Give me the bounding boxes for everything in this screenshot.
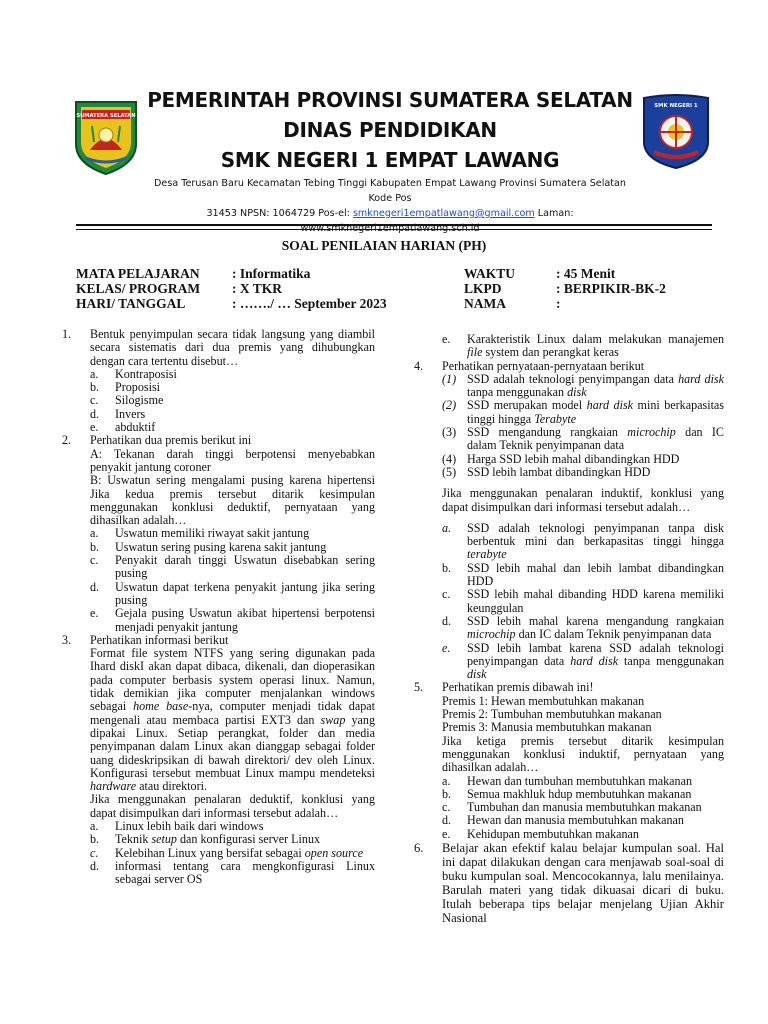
question-prompt: Jika ketiga premis tersebut ditarik kesimpulan menggunakan konklusi induktif, pernyataan yang dihasilkan adalah… xyxy=(442,733,724,775)
logo-right-text: SMK NEGERI 1 xyxy=(654,103,698,109)
statement-text: SSD merupakan model xyxy=(467,398,587,413)
option-italic: open source xyxy=(304,845,364,860)
meta-row xyxy=(76,266,387,281)
meta-value: : xyxy=(556,296,561,311)
option-text: Kehidupan membutuhkan makanan xyxy=(467,826,639,841)
option xyxy=(90,607,375,634)
email-link[interactable]: smknegeri1empatlawang@gmail.com xyxy=(352,208,535,219)
option-text: Linux lebih baik dari windows xyxy=(115,818,264,833)
meta-row xyxy=(464,266,666,281)
option-letter: c. xyxy=(90,845,99,860)
left-column xyxy=(62,328,375,886)
option-text: abduktif xyxy=(115,420,156,435)
website-text: www.smknegeri1empatlawang.sch.id xyxy=(300,223,480,234)
right-column xyxy=(414,328,724,925)
question-text: Perhatikan informasi berikut xyxy=(90,632,229,647)
info-text: yang dipakai Linux. Setiap perangkat, folder dan media penyimpanan dalam Linux akan dianggap sebagai folder uang dideskripsikan di bawah direktori/ dev oleh Linux. Konfigurasi tersebut membuat Linux mampu mendeteksi xyxy=(90,712,375,780)
statement-italic: hard disk xyxy=(586,398,634,413)
option-letter: c. xyxy=(90,553,99,568)
option xyxy=(442,333,724,360)
option-text: Uswatun memiliki riwayat sakit jantung xyxy=(115,526,310,541)
premis-2: Premis 2: Tumbuhan membutuhkan makanan xyxy=(442,707,662,722)
logo-left-text: SUMATERA SELATAN xyxy=(76,113,136,119)
statement-italic: disk xyxy=(567,385,587,400)
option-letter: e. xyxy=(90,420,99,435)
option xyxy=(442,562,724,589)
letterhead xyxy=(0,0,768,234)
option-letter: d. xyxy=(442,613,452,628)
question-number: 4. xyxy=(414,358,424,373)
option-text: Uswatun sering pusing karena sakit jantung xyxy=(115,539,327,554)
statement-text: dan IC dalam Teknik penyimpanan data xyxy=(467,425,725,453)
header-divider-thin xyxy=(76,229,712,230)
statement-text: Harga SSD lebih mahal dibandingkan HDD xyxy=(467,451,680,466)
option-text: informasi tentang cara mengkonfigurasi Linux sebagai server OS xyxy=(115,858,375,887)
meta-value: : BERPIKIR-BK-2 xyxy=(556,281,666,296)
statement-italic: hard disk xyxy=(678,371,724,386)
option-letter: a. xyxy=(442,520,452,535)
option xyxy=(90,820,375,833)
meta-label: KELAS/ PROGRAM xyxy=(76,281,201,296)
option xyxy=(90,847,375,860)
option-letter: b. xyxy=(90,832,100,847)
question-number: 1. xyxy=(62,327,72,341)
option-text: dan konfigurasi server Linux xyxy=(176,832,321,847)
option xyxy=(90,408,375,421)
option xyxy=(442,642,724,682)
option-text: SSD adalah teknologi penyimpanan tanpa disk berbentuk mini dan berkapasitas tinggi hingga xyxy=(467,520,724,549)
meta-value: : ……./ … September 2023 xyxy=(232,296,387,311)
option xyxy=(90,368,375,381)
option-letter: a. xyxy=(90,366,99,381)
question-text: Perhatikan pernyataan-pernyataan berikut xyxy=(442,358,645,373)
option-text: SSD lebih lambat karena SSD adalah teknologi penyimpangan data xyxy=(467,640,724,668)
question-3 xyxy=(62,634,375,887)
address-line-1: Desa Terusan Baru Kecamatan Tebing Tinggi Kabupaten Empat Lawang Provinsi Sumatera Selatan Kode Pos xyxy=(154,178,626,204)
question-3-continued xyxy=(414,333,724,360)
option-letter: e. xyxy=(442,640,451,655)
option-text: Tumbuhan dan manusia membutuhkan makanan xyxy=(467,800,702,815)
option xyxy=(90,860,375,887)
statement-number: (1) xyxy=(442,371,457,386)
question-prompt: Jika menggunakan penalaran induktif, konklusi yang dapat disimpulkan dari informasi tersebut adalah… xyxy=(442,486,724,514)
meta-value: : Informatika xyxy=(232,266,311,281)
address-laman-label: Laman: xyxy=(534,208,574,219)
option-letter: c. xyxy=(442,587,451,602)
info-paragraph xyxy=(90,647,375,793)
option-italic: microchip xyxy=(467,627,516,642)
option xyxy=(90,541,375,554)
meta-label: HARI/ TANGGAL xyxy=(76,296,186,311)
meta-row xyxy=(76,281,387,296)
option xyxy=(442,615,724,642)
premis-1: Premis 1: Hewan membutuhkan makanan xyxy=(442,693,645,708)
option-letter: a. xyxy=(90,526,99,541)
option-text: system dan perangkat keras xyxy=(482,345,619,360)
statement-text: SSD mengandung rangkaian xyxy=(467,425,628,440)
question-text: Perhatikan dua premis berikut ini xyxy=(90,433,252,448)
address-block xyxy=(150,176,630,236)
statement xyxy=(442,373,724,400)
header-line-2: DINAS PENDIDIKAN xyxy=(283,118,497,142)
option-text: Semua makhluk hdup membutuhkan makanan xyxy=(467,786,692,801)
header-divider-thick xyxy=(76,224,712,226)
premis-3: Premis 3: Manusia membutuhkan makanan xyxy=(442,720,652,735)
option-letter: c. xyxy=(90,393,99,408)
info-text: -nya, computer menjadi tidak dapat mengenali atau membaca partisi EXT3 dan xyxy=(90,699,375,727)
option-text: Gejala pusing Uswatun akibat hipertensi berpotensi menjadi penyakit jantung xyxy=(115,606,375,634)
option-italic: file xyxy=(467,345,483,360)
option-letter: d. xyxy=(90,406,100,421)
option-letter: c. xyxy=(442,800,451,815)
meta-label: WAKTU xyxy=(464,266,516,281)
question-number: 5. xyxy=(414,680,424,695)
statement-number: (3) xyxy=(442,425,457,440)
school-logo-icon xyxy=(640,92,712,170)
option-text: Penyakit darah tinggi Uswatun disebabkan sering pusing xyxy=(115,553,375,581)
option-text: Hewan dan tumbuhan membutuhkan makanan xyxy=(467,773,693,788)
header-line-1: PEMERINTAH PROVINSI SUMATERA SELATAN xyxy=(147,88,633,112)
statement xyxy=(442,466,724,479)
option-letter: e. xyxy=(442,332,451,346)
question-5 xyxy=(414,681,724,841)
option-text: Kontraposisi xyxy=(115,366,177,381)
statement xyxy=(442,426,724,453)
meta-value: : 45 Menit xyxy=(556,266,616,281)
statement-text: tanpa menggunakan xyxy=(467,385,568,400)
meta-row xyxy=(76,296,387,311)
option-letter: a. xyxy=(90,818,99,833)
statement-number: (2) xyxy=(442,398,457,413)
option-letter: b. xyxy=(442,560,452,575)
option xyxy=(90,421,375,434)
option-text: Silogisme xyxy=(115,393,164,408)
province-emblem-icon xyxy=(72,98,140,176)
option xyxy=(442,775,724,788)
address-npsn: 31453 NPSN: 1064729 Pos-el: xyxy=(206,208,353,219)
option-italic: setup xyxy=(151,832,177,847)
question-1 xyxy=(62,328,375,434)
option xyxy=(442,522,724,562)
option-text: tanpa menggunakan xyxy=(618,653,725,668)
option-text: Uswatun dapat terkena penyakit jantung jika sering pusing xyxy=(115,579,375,607)
question-number: 3. xyxy=(62,632,72,647)
premis-a: A: Tekanan darah tinggi berpotensi menyebabkan penyakit jantung coroner xyxy=(90,446,375,474)
option-text: SSD lebih mahal dibanding HDD karena memiliki keunggulan xyxy=(467,587,724,615)
option xyxy=(90,381,375,394)
option-letter: b. xyxy=(90,380,100,395)
option-letter: b. xyxy=(90,539,100,554)
option xyxy=(442,828,724,841)
question-4 xyxy=(414,360,724,682)
meta-left xyxy=(76,266,387,311)
meta-label: MATA PELAJARAN xyxy=(76,266,200,281)
option-letter: b. xyxy=(442,786,452,801)
option-text: Invers xyxy=(115,406,146,421)
option-text: Teknik xyxy=(115,832,152,847)
header-line-3: SMK NEGERI 1 EMPAT LAWANG xyxy=(220,148,560,172)
info-text: atau direktori. xyxy=(136,779,207,794)
option-italic: disk xyxy=(467,667,487,682)
option xyxy=(90,527,375,540)
option-italic: terabyte xyxy=(467,547,507,562)
option-text: Proposisi xyxy=(115,380,161,395)
meta-row xyxy=(464,296,666,311)
question-prompt: Jika menggunakan penalaran deduktif, konklusi yang dapat disimpulkan dari informasi tersebut adalah… xyxy=(90,792,375,820)
question-text: Belajar akan efektif kalau belajar kumpulan soal. Hal ini dapat dilakukan dengan cara menjawab soal-soal di buku kumpulan soal. Mencocokannya, lalu menilainya. Barulah materi yang tidak dikuasai dicari di buku. Itulah beberapa tips belajar menjelang Ujian Akhir Nasional xyxy=(442,840,724,925)
option-italic: hard disk xyxy=(570,653,619,668)
option xyxy=(442,588,724,615)
statement-italic: Terabyte xyxy=(534,411,577,426)
option-letter: d. xyxy=(90,579,100,594)
meta-value: : X TKR xyxy=(232,281,283,296)
option-text: SSD lebih mahal dan lebih lambat dibandingkan HDD xyxy=(467,560,724,589)
option xyxy=(90,554,375,581)
premis-b: B: Uswatun sering mengalami pusing karena hipertensi Jika kedua premis tersebut ditarik kesimpulan menggunakan konklusi deduktif, pernyataan yang dihasilkan adalah… xyxy=(90,473,375,528)
option xyxy=(90,394,375,407)
option-letter: d. xyxy=(442,813,452,828)
question-text: Bentuk penyimpulan secara tidak langsung yang diambil secara sistematis dari dua premis yang dihubungkan dengan cara tertentu disebut… xyxy=(90,327,375,368)
info-italic: hardware xyxy=(90,779,137,794)
question-6 xyxy=(414,841,724,925)
question-number: 2. xyxy=(62,433,72,448)
option-letter: e. xyxy=(90,606,99,621)
meta-row xyxy=(464,281,666,296)
option xyxy=(442,814,724,827)
option-letter: e. xyxy=(442,826,451,841)
option-text: Kelebihan Linux yang bersifat sebagai xyxy=(115,845,305,860)
statement xyxy=(442,453,724,466)
statement-number: (4) xyxy=(442,451,457,466)
statement-text: SSD lebih lambat dibandingkan HDD xyxy=(467,464,651,479)
statement xyxy=(442,399,724,426)
option-letter: a. xyxy=(442,773,451,788)
option-text: Karakteristik Linux dalam melakukan manajemen xyxy=(467,332,724,346)
option xyxy=(90,581,375,608)
statement-italic: microchip xyxy=(627,425,676,440)
statement-text: mini berkapasitas tinggi hingga xyxy=(467,398,724,426)
option-text: Hewan dan manusia membutuhkan makanan xyxy=(467,813,684,828)
statement-text: SSD adalah teknologi penyimpangan data xyxy=(467,371,679,386)
option xyxy=(442,801,724,814)
question-number: 6. xyxy=(414,840,424,855)
meta-label: LKPD xyxy=(464,281,502,296)
option-text: dan IC dalam Teknik penyimpanan data xyxy=(515,627,712,642)
meta-label: NAMA xyxy=(464,296,506,311)
info-text: Format file system NTFS yang sering digunakan pada Ihard diskI akan dapat dibaca, dikenali, dan dioperasikan pada computer berbasis system operasi linux. Namun, tidak demikian jika computer menjalankan windows sebagai xyxy=(90,646,375,714)
option xyxy=(90,833,375,846)
exam-title: SOAL PENILAIAN HARIAN (PH) xyxy=(281,238,487,253)
info-italic: home base xyxy=(133,699,189,714)
option-text: SSD lebih mahal karena mengandung rangkaian xyxy=(467,613,724,628)
info-italic: swap xyxy=(320,712,346,727)
question-2 xyxy=(62,434,375,633)
meta-right xyxy=(464,266,666,311)
option-letter: d. xyxy=(90,858,100,873)
question-text: Perhatikan premis dibawah ini! xyxy=(442,680,594,695)
option xyxy=(442,788,724,801)
address-line-2 xyxy=(150,206,630,221)
statement-number: (5) xyxy=(442,464,457,479)
